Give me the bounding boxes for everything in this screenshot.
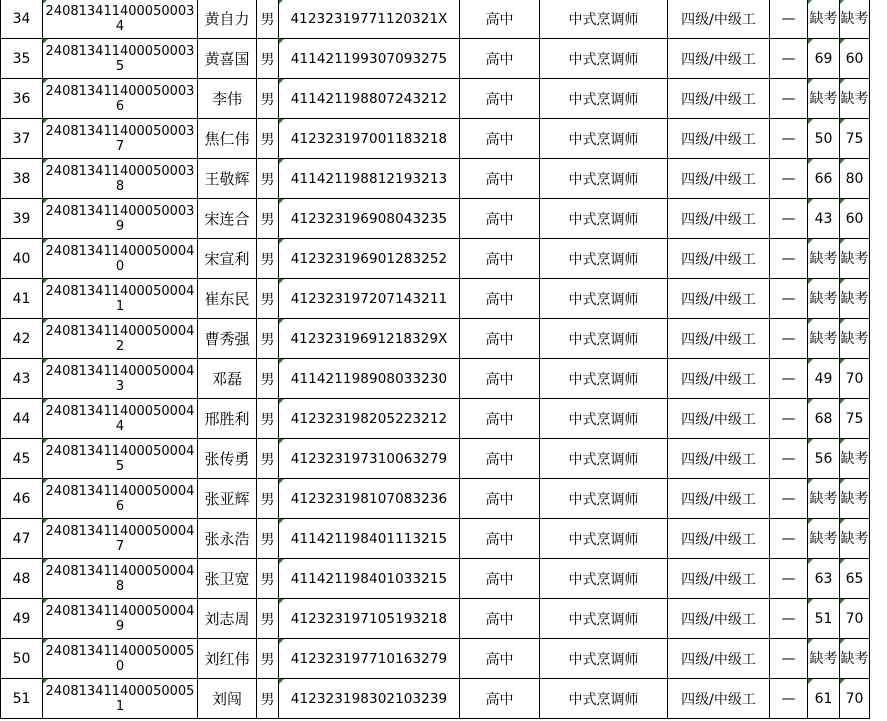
occupation-cell[interactable]: 中式烹调师	[540, 439, 668, 479]
occupation-cell[interactable]: 中式烹调师	[540, 39, 668, 79]
table-row	[1, 79, 870, 119]
ticket-line: 1	[115, 698, 125, 714]
practical-score-cell[interactable]: 缺考	[840, 279, 870, 319]
occupation-cell[interactable]: 中式烹调师	[540, 319, 668, 359]
level-cell[interactable]: 四级/中级工	[668, 319, 770, 359]
name-cell[interactable]: 黄喜国	[198, 39, 257, 79]
theory-score-cell[interactable]: 缺考	[808, 319, 840, 359]
ticket-number-cell[interactable]	[43, 119, 198, 159]
row-number-cell[interactable]: 34	[1, 0, 43, 39]
practical-score-cell[interactable]: 65	[840, 559, 870, 599]
occupation-cell[interactable]: 中式烹调师	[540, 199, 668, 239]
row-number-cell[interactable]: 48	[1, 559, 43, 599]
id-number-cell[interactable]: 412323198205223212	[279, 399, 460, 439]
id-number-cell[interactable]: 411421198908033230	[279, 359, 460, 399]
dash-cell[interactable]: —	[770, 0, 808, 39]
gender-cell[interactable]: 男	[257, 159, 279, 199]
row-number-cell[interactable]: 45	[1, 439, 43, 479]
ticket-line: 5	[115, 458, 125, 474]
theory-score-cell[interactable]: 49	[808, 359, 840, 399]
dash-cell[interactable]: —	[770, 319, 808, 359]
gender-cell[interactable]: 男	[257, 0, 279, 39]
id-number-cell[interactable]: 412323197105193218	[279, 599, 460, 639]
ticket-line: 240813411400050004	[45, 523, 195, 539]
ticket-line: 0	[115, 658, 125, 674]
name-cell[interactable]: 焦仁伟	[198, 119, 257, 159]
ticket-line: 3	[115, 378, 125, 394]
row-number-cell[interactable]: 36	[1, 79, 43, 119]
gender-cell[interactable]: 男	[257, 479, 279, 519]
ticket-line: 4	[115, 418, 125, 434]
ticket-line: 7	[115, 138, 125, 154]
name-cell[interactable]: 崔东民	[198, 279, 257, 319]
level-cell[interactable]: 四级/中级工	[668, 559, 770, 599]
name-cell[interactable]: 王敬辉	[198, 159, 257, 199]
row-number-cell[interactable]: 44	[1, 399, 43, 439]
table-row	[1, 39, 870, 79]
table-row	[1, 639, 870, 679]
education-cell[interactable]: 高中	[460, 639, 540, 679]
education-cell[interactable]: 高中	[460, 479, 540, 519]
ticket-number-cell[interactable]	[43, 479, 198, 519]
education-cell[interactable]: 高中	[460, 39, 540, 79]
table-row	[1, 679, 870, 719]
theory-score-cell[interactable]: 缺考	[808, 0, 840, 39]
dash-cell[interactable]: —	[770, 39, 808, 79]
education-cell[interactable]: 高中	[460, 399, 540, 439]
education-cell[interactable]: 高中	[460, 159, 540, 199]
theory-score-cell[interactable]: 51	[808, 599, 840, 639]
row-number-cell[interactable]: 43	[1, 359, 43, 399]
gender-cell[interactable]: 男	[257, 399, 279, 439]
level-cell[interactable]: 四级/中级工	[668, 239, 770, 279]
name-cell[interactable]: 李伟	[198, 79, 257, 119]
level-cell[interactable]: 四级/中级工	[668, 639, 770, 679]
level-cell[interactable]: 四级/中级工	[668, 599, 770, 639]
id-number-cell[interactable]: 41232319691218329X	[279, 319, 460, 359]
ticket-line: 9	[115, 218, 125, 234]
name-cell[interactable]: 张卫宽	[198, 559, 257, 599]
theory-score-cell[interactable]: 66	[808, 159, 840, 199]
ticket-number-cell[interactable]	[43, 319, 198, 359]
table-row	[1, 0, 870, 39]
ticket-line: 240813411400050003	[45, 3, 195, 19]
id-number-cell[interactable]: 411421198401113215	[279, 519, 460, 559]
theory-score-cell[interactable]: 61	[808, 679, 840, 719]
id-number-cell[interactable]: 412323197710163279	[279, 639, 460, 679]
dash-cell[interactable]: —	[770, 519, 808, 559]
name-cell[interactable]: 张传勇	[198, 439, 257, 479]
gender-cell[interactable]: 男	[257, 239, 279, 279]
ticket-line: 8	[115, 578, 125, 594]
theory-score-cell[interactable]: 69	[808, 39, 840, 79]
education-cell[interactable]: 高中	[460, 279, 540, 319]
row-number-cell[interactable]: 37	[1, 119, 43, 159]
ticket-number-cell[interactable]	[43, 599, 198, 639]
row-number-cell[interactable]: 41	[1, 279, 43, 319]
gender-cell[interactable]: 男	[257, 439, 279, 479]
dash-cell[interactable]: —	[770, 199, 808, 239]
practical-score-cell[interactable]: 缺考	[840, 79, 870, 119]
ticket-line: 240813411400050004	[45, 483, 195, 499]
education-cell[interactable]: 高中	[460, 599, 540, 639]
id-number-cell[interactable]: 411421198807243212	[279, 79, 460, 119]
row-number-cell[interactable]: 46	[1, 479, 43, 519]
occupation-cell[interactable]: 中式烹调师	[540, 359, 668, 399]
table-row	[1, 159, 870, 199]
occupation-cell[interactable]: 中式烹调师	[540, 599, 668, 639]
ticket-number-cell[interactable]	[43, 639, 198, 679]
dash-cell[interactable]: —	[770, 239, 808, 279]
theory-score-cell[interactable]: 缺考	[808, 239, 840, 279]
row-number-cell[interactable]: 38	[1, 159, 43, 199]
occupation-cell[interactable]: 中式烹调师	[540, 559, 668, 599]
row-number-cell[interactable]: 49	[1, 599, 43, 639]
gender-cell[interactable]: 男	[257, 519, 279, 559]
level-cell[interactable]: 四级/中级工	[668, 0, 770, 39]
education-cell[interactable]: 高中	[460, 119, 540, 159]
gender-cell[interactable]: 男	[257, 39, 279, 79]
education-cell[interactable]: 高中	[460, 79, 540, 119]
theory-score-cell[interactable]: 缺考	[808, 279, 840, 319]
dash-cell[interactable]: —	[770, 559, 808, 599]
row-number-cell[interactable]: 42	[1, 319, 43, 359]
ticket-line: 6	[115, 98, 125, 114]
ticket-number-cell[interactable]	[43, 0, 198, 39]
practical-score-cell[interactable]: 缺考	[840, 519, 870, 559]
gender-cell[interactable]: 男	[257, 559, 279, 599]
practical-score-cell[interactable]: 缺考	[840, 439, 870, 479]
education-cell[interactable]: 高中	[460, 239, 540, 279]
dash-cell[interactable]: —	[770, 439, 808, 479]
gender-cell[interactable]: 男	[257, 199, 279, 239]
dash-cell[interactable]: —	[770, 79, 808, 119]
name-cell[interactable]: 邓磊	[198, 359, 257, 399]
ticket-number-cell[interactable]	[43, 519, 198, 559]
ticket-line: 2	[115, 338, 125, 354]
education-cell[interactable]: 高中	[460, 199, 540, 239]
table-row	[1, 479, 870, 519]
ticket-line: 8	[115, 178, 125, 194]
occupation-cell[interactable]: 中式烹调师	[540, 79, 668, 119]
dash-cell[interactable]: —	[770, 159, 808, 199]
level-cell[interactable]: 四级/中级工	[668, 519, 770, 559]
education-cell[interactable]: 高中	[460, 519, 540, 559]
practical-score-cell[interactable]: 缺考	[840, 239, 870, 279]
education-cell[interactable]: 高中	[460, 359, 540, 399]
table-row	[1, 199, 870, 239]
name-cell[interactable]: 宋连合	[198, 199, 257, 239]
row-number-cell[interactable]: 51	[1, 679, 43, 719]
occupation-cell[interactable]: 中式烹调师	[540, 479, 668, 519]
ticket-line: 0	[115, 258, 125, 274]
occupation-cell[interactable]: 中式烹调师	[540, 239, 668, 279]
practical-score-cell[interactable]: 缺考	[840, 319, 870, 359]
practical-score-cell[interactable]: 70	[840, 359, 870, 399]
ticket-number-cell[interactable]	[43, 679, 198, 719]
gender-cell[interactable]: 男	[257, 679, 279, 719]
education-cell[interactable]: 高中	[460, 679, 540, 719]
dash-cell[interactable]: —	[770, 679, 808, 719]
ticket-line: 240813411400050003	[45, 123, 195, 139]
table-row	[1, 559, 870, 599]
level-cell[interactable]: 四级/中级工	[668, 359, 770, 399]
level-cell[interactable]: 四级/中级工	[668, 279, 770, 319]
ticket-line: 240813411400050003	[45, 43, 195, 59]
ticket-line: 240813411400050004	[45, 563, 195, 579]
id-number-cell[interactable]: 411421198401033215	[279, 559, 460, 599]
practical-score-cell[interactable]: 60	[840, 39, 870, 79]
theory-score-cell[interactable]: 50	[808, 119, 840, 159]
row-number-cell[interactable]: 35	[1, 39, 43, 79]
theory-score-cell[interactable]: 缺考	[808, 479, 840, 519]
gender-cell[interactable]: 男	[257, 639, 279, 679]
id-number-cell[interactable]: 411421198812193213	[279, 159, 460, 199]
occupation-cell[interactable]: 中式烹调师	[540, 519, 668, 559]
practical-score-cell[interactable]: 缺考	[840, 0, 870, 39]
name-cell[interactable]: 刘闯	[198, 679, 257, 719]
ticket-line: 240813411400050004	[45, 363, 195, 379]
id-number-cell[interactable]: 41232319771120321X	[279, 0, 460, 39]
ticket-number-cell[interactable]	[43, 199, 198, 239]
ticket-line: 1	[115, 298, 125, 314]
dash-cell[interactable]: —	[770, 479, 808, 519]
row-number-cell[interactable]: 39	[1, 199, 43, 239]
row-number-cell[interactable]: 47	[1, 519, 43, 559]
id-number-cell[interactable]: 411421199307093275	[279, 39, 460, 79]
ticket-number-cell[interactable]	[43, 359, 198, 399]
level-cell[interactable]: 四级/中级工	[668, 679, 770, 719]
ticket-line: 5	[115, 58, 125, 74]
theory-score-cell[interactable]: 缺考	[808, 519, 840, 559]
level-cell[interactable]: 四级/中级工	[668, 199, 770, 239]
ticket-line: 240813411400050004	[45, 603, 195, 619]
id-number-cell[interactable]: 412323198107083236	[279, 479, 460, 519]
level-cell[interactable]: 四级/中级工	[668, 479, 770, 519]
ticket-line: 6	[115, 498, 125, 514]
row-number-cell[interactable]: 40	[1, 239, 43, 279]
level-cell[interactable]: 四级/中级工	[668, 159, 770, 199]
name-cell[interactable]: 邢胜利	[198, 399, 257, 439]
ticket-number-cell[interactable]	[43, 279, 198, 319]
ticket-number-cell[interactable]	[43, 159, 198, 199]
ticket-line: 240813411400050004	[45, 443, 195, 459]
dash-cell[interactable]: —	[770, 399, 808, 439]
ticket-line: 9	[115, 618, 125, 634]
ticket-line: 240813411400050004	[45, 403, 195, 419]
table-row	[1, 319, 870, 359]
theory-score-cell[interactable]: 68	[808, 399, 840, 439]
ticket-number-cell[interactable]	[43, 439, 198, 479]
occupation-cell[interactable]: 中式烹调师	[540, 0, 668, 39]
id-number-cell[interactable]: 412323197310063279	[279, 439, 460, 479]
name-cell[interactable]: 宋宣利	[198, 239, 257, 279]
dash-cell[interactable]: —	[770, 119, 808, 159]
ticket-line: 7	[115, 538, 125, 554]
practical-score-cell[interactable]: 70	[840, 599, 870, 639]
dash-cell[interactable]: —	[770, 279, 808, 319]
table-row	[1, 279, 870, 319]
table-body	[1, 0, 870, 719]
dash-cell[interactable]: —	[770, 599, 808, 639]
level-cell[interactable]: 四级/中级工	[668, 399, 770, 439]
name-cell[interactable]: 张亚辉	[198, 479, 257, 519]
occupation-cell[interactable]: 中式烹调师	[540, 639, 668, 679]
name-cell[interactable]: 曹秀强	[198, 319, 257, 359]
level-cell[interactable]: 四级/中级工	[668, 119, 770, 159]
gender-cell[interactable]: 男	[257, 319, 279, 359]
table-row	[1, 439, 870, 479]
education-cell[interactable]: 高中	[460, 559, 540, 599]
table-row	[1, 119, 870, 159]
ticket-line: 4	[115, 18, 125, 34]
id-number-cell[interactable]: 412323196901283252	[279, 239, 460, 279]
education-cell[interactable]: 高中	[460, 0, 540, 39]
ticket-line: 240813411400050004	[45, 323, 195, 339]
id-number-cell[interactable]: 412323197001183218	[279, 119, 460, 159]
practical-score-cell[interactable]: 70	[840, 679, 870, 719]
name-cell[interactable]: 刘志周	[198, 599, 257, 639]
practical-score-cell[interactable]: 60	[840, 199, 870, 239]
table-row	[1, 359, 870, 399]
ticket-number-cell[interactable]	[43, 559, 198, 599]
theory-score-cell[interactable]: 缺考	[808, 79, 840, 119]
ticket-line: 240813411400050004	[45, 243, 195, 259]
table-row	[1, 599, 870, 639]
occupation-cell[interactable]: 中式烹调师	[540, 159, 668, 199]
ticket-number-cell[interactable]	[43, 39, 198, 79]
ticket-line: 240813411400050003	[45, 203, 195, 219]
dash-cell[interactable]: —	[770, 359, 808, 399]
ticket-line: 240813411400050003	[45, 83, 195, 99]
education-cell[interactable]: 高中	[460, 319, 540, 359]
education-cell[interactable]: 高中	[460, 439, 540, 479]
gender-cell[interactable]: 男	[257, 359, 279, 399]
ticket-line: 240813411400050004	[45, 283, 195, 299]
id-number-cell[interactable]: 412323197207143211	[279, 279, 460, 319]
name-cell[interactable]: 张永浩	[198, 519, 257, 559]
gender-cell[interactable]: 男	[257, 119, 279, 159]
practical-score-cell[interactable]: 缺考	[840, 639, 870, 679]
practical-score-cell[interactable]: 缺考	[840, 479, 870, 519]
level-cell[interactable]: 四级/中级工	[668, 439, 770, 479]
practical-score-cell[interactable]: 75	[840, 399, 870, 439]
theory-score-cell[interactable]: 63	[808, 559, 840, 599]
id-number-cell[interactable]: 412323196908043235	[279, 199, 460, 239]
level-cell[interactable]: 四级/中级工	[668, 79, 770, 119]
occupation-cell[interactable]: 中式烹调师	[540, 679, 668, 719]
occupation-cell[interactable]: 中式烹调师	[540, 279, 668, 319]
ticket-number-cell[interactable]	[43, 79, 198, 119]
table-row	[1, 519, 870, 559]
gender-cell[interactable]: 男	[257, 599, 279, 639]
theory-score-cell[interactable]: 缺考	[808, 639, 840, 679]
table-row	[1, 239, 870, 279]
ticket-number-cell[interactable]	[43, 239, 198, 279]
ticket-line: 240813411400050005	[45, 643, 195, 659]
occupation-cell[interactable]: 中式烹调师	[540, 399, 668, 439]
occupation-cell[interactable]: 中式烹调师	[540, 119, 668, 159]
id-number-cell[interactable]: 412323198302103239	[279, 679, 460, 719]
gender-cell[interactable]: 男	[257, 79, 279, 119]
row-number-cell[interactable]: 50	[1, 639, 43, 679]
name-cell[interactable]: 刘红伟	[198, 639, 257, 679]
level-cell[interactable]: 四级/中级工	[668, 39, 770, 79]
theory-score-cell[interactable]: 43	[808, 199, 840, 239]
gender-cell[interactable]: 男	[257, 279, 279, 319]
ticket-line: 240813411400050003	[45, 163, 195, 179]
practical-score-cell[interactable]: 80	[840, 159, 870, 199]
dash-cell[interactable]: —	[770, 639, 808, 679]
ticket-line: 240813411400050005	[45, 683, 195, 699]
name-cell[interactable]: 黄自力	[198, 0, 257, 39]
practical-score-cell[interactable]: 75	[840, 119, 870, 159]
theory-score-cell[interactable]: 56	[808, 439, 840, 479]
ticket-number-cell[interactable]	[43, 399, 198, 439]
table-row	[1, 399, 870, 439]
